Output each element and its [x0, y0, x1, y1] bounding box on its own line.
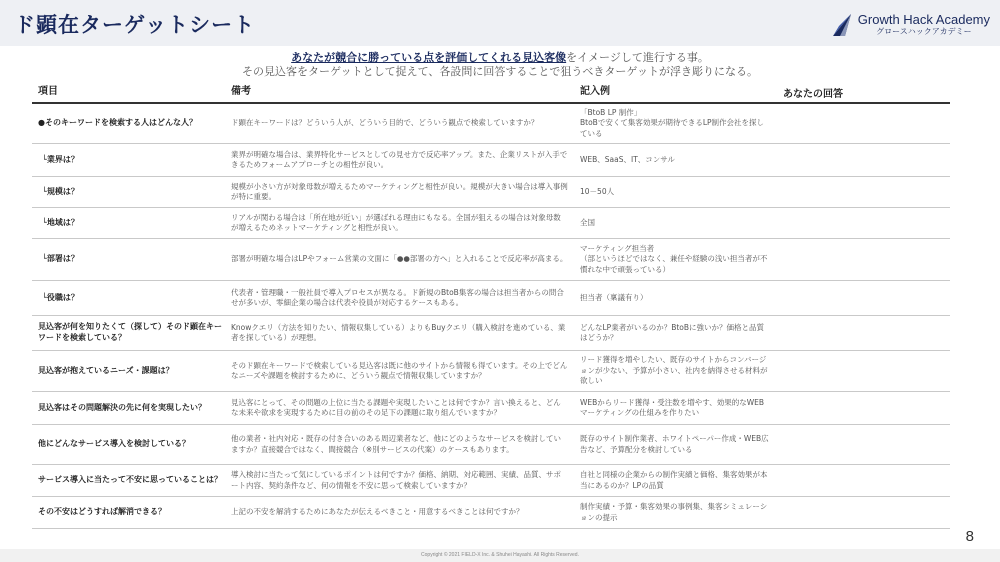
row-example: リード獲得を増やしたい、既存のサイトからコンバージョンが少ない、予算が小さい、社内を納得させる材料が欲しい [580, 355, 768, 386]
row-item: 見込客が何を知りたくて（探して）そのド顕在キーワードを検索している？ [38, 322, 222, 342]
row-example: WEBからリード獲得・受注数を増やす、効果的なWEBマーケティングの仕組みを作りたい [580, 397, 764, 417]
intro-line-2: その見込客をターゲットとして捉えて、各設問に回答することで狙うべきターゲットが浮き彫りになる。 [242, 65, 758, 78]
row-example: 担当者（稟議有り） [580, 292, 648, 302]
row-note: そのド顕在キーワードで検索している見込客は既に他のサイトから情報も得ています。その上でどんなニーズや課題を検討するために、どういう観点で情報収集していますか？ [231, 360, 568, 380]
intro-emphasis: あなたが競合に勝っている点を評価してくれる見込客像 [291, 51, 567, 64]
table-row [32, 351, 950, 392]
table-row [32, 239, 950, 281]
row-example: 自社と同様の企業からの制作実績と価格、集客効果が本当にあるのか？LPの品質 [580, 470, 768, 490]
table-row [32, 144, 950, 177]
row-example: 全国 [580, 217, 595, 227]
row-note: ド顕在キーワードは？どういう人が、どういう目的で、どういう観点で検索していますか？ [231, 118, 539, 128]
copyright-footer: Copyright © 2021 FIELD-X Inc. & Shuhei Hayashi. All Rights Reserved. [0, 549, 1000, 562]
table-row [32, 392, 950, 425]
table-row [32, 316, 950, 351]
table-row [32, 208, 950, 239]
header-example: 記入例 [580, 86, 610, 97]
logo-name: Growth Hack Academy [857, 12, 990, 28]
row-item: 見込客はその問題解決の先に何を実現したい？ [38, 402, 206, 412]
table-row [32, 465, 950, 497]
row-item: サービス導入に当たって不安に思っていることは？ [38, 475, 222, 485]
header-note: 備考 [231, 86, 251, 97]
row-note: 業界が明確な場合は、業界特化サービスとしての見せ方で反応率アップ。また、企業リストが入手できるためフォームアプローチとの相性が良い。 [231, 149, 568, 169]
row-note: 導入検討に当たって気にしているポイントは何ですか？価格、納期、対応範囲、実績、品質、サポート内容、契約条件など、何の情報を不安に思って検索していますか？ [231, 470, 561, 490]
row-example: 10－50人 [580, 186, 615, 196]
row-item: └役職は？ [42, 292, 79, 302]
row-item: └地域は？ [42, 217, 79, 227]
row-item: 他にどんなサービス導入を検討している？ [38, 439, 190, 449]
table-row [32, 425, 950, 465]
header-bar [0, 0, 1000, 46]
logo-subtitle: グロースハックアカデミー [876, 26, 972, 36]
table-header [32, 82, 950, 104]
intro-line-1-rest: をイメージして進行する事。 [566, 51, 709, 64]
row-item: └業界は？ [42, 154, 79, 164]
row-example: どんなLP業者がいるのか？BtoBに強いか？価格と品質はどうか？ [580, 322, 765, 342]
row-item: └部署は？ [42, 254, 79, 264]
table-row [32, 497, 950, 529]
logo [831, 10, 990, 40]
row-item: └規模は？ [42, 186, 79, 196]
table-row [32, 104, 950, 144]
row-note: 上記の不安を解消するためにあなたが伝えるべきこと・用意するべきことは何ですか？ [231, 507, 524, 517]
row-note: 他の業者・社内対応・既存の付き合いのある周辺業者など、他にどのようなサービスを検討していますか？直接競合ではなく、間接競合（※別サービスの代案）のケースもあります。 [231, 434, 561, 454]
table-row [32, 177, 950, 208]
row-note: リアルが関わる場合は「所在地が近い」が選ばれる理由にもなる。全国が狙えるの場合は対象母数が増えるためネットマーケティングと相性が良い。 [231, 212, 561, 232]
row-example: 「BtoB LP 制作」 BtoBで安くて集客効果が期待できるLP制作会社を探している [580, 107, 765, 138]
row-item: ●そのキーワードを検索する人はどんな人？ [38, 118, 197, 128]
row-example: 制作実績・予算・集客効果の事例集、集客シミュレーションの提示 [580, 502, 768, 522]
row-note: 部署が明確な場合はLPやフォーム営業の文面に「●●部署の方へ」と入れることで反応率が高まる。 [231, 254, 568, 264]
row-example: マーケティング担当者 （部というほどではなく、兼任や経験の浅い担当者が不慣れな中で頑張っている） [580, 243, 768, 274]
row-note: 代表者・管理職・一般社員で導入プロセスが異なる。ド新規のBtoB集客の場合は担当者からの問合せが多いが、零細企業の場合は代表や役員が対応するケースもある。 [231, 287, 564, 307]
page-title: ド顕在ターゲットシート [14, 13, 256, 37]
row-note: 見込客にとって、その問題の上位に当たる課題や実現したいことは何ですか？言い換えると、どんな未来や欲求を実現するために目の前のその足下の課題に取り組んでいますか？ [231, 397, 561, 417]
row-note: Knowクエリ（方法を知りたい、情報収集している）よりもBuyクエリ（購入検討を進めている、業者を探している）が理想。 [231, 322, 566, 342]
row-item: 見込客が抱えているニーズ・課題は？ [38, 365, 174, 375]
row-note: 規模が小さい方が対象母数が増えるためマーケティングと相性が良い。規模が大きい場合は導入事例が特に重要。 [231, 181, 568, 201]
row-example: 既存のサイト制作業者、ホワイトペーパー作成・WEB広告など、予算配分を検討している [580, 434, 769, 454]
row-example: WEB、SaaS、IT、コンサル [580, 154, 675, 164]
logo-mark-icon [831, 12, 853, 38]
header-item: 項目 [38, 86, 58, 98]
target-sheet-table [32, 82, 950, 529]
row-item: その不安はどうすれば解消できる？ [38, 507, 166, 517]
table-row [32, 281, 950, 316]
header-answer: あなたの回答 [783, 88, 843, 100]
page-number: 8 [965, 528, 974, 545]
